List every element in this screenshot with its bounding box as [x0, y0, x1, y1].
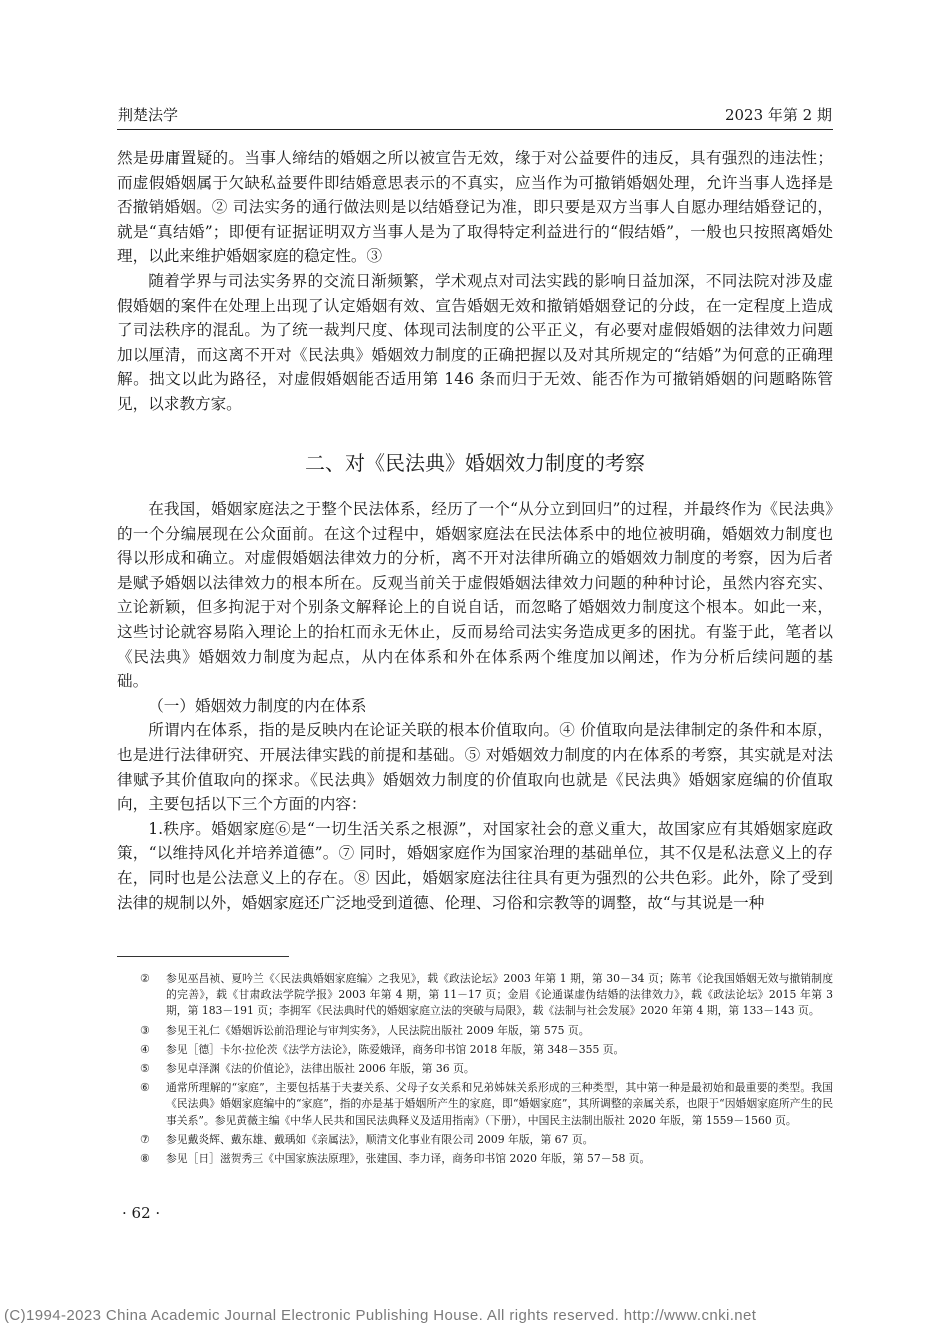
footnote-text: 参见［德］卡尔·拉伦茨《法学方法论》，陈爱娥译，商务印书馆 2018 年版，第 348－355 页。 — [166, 1042, 625, 1056]
journal-name: 荆楚法学 — [118, 106, 179, 124]
footnotes — [140, 971, 833, 1170]
footnote-text: 参见［日］滋贺秀三《中国家族法原理》，张建国、李力译，商务印书馆 2020 年版，第 57－58 页。 — [166, 1152, 651, 1166]
footnote — [140, 1061, 833, 1077]
footnote-text: 参见巫昌祯、夏吟兰《〈民法典婚姻家庭编〉之我见》，载《政法论坛》2003 年第 1 期，第 30－34 页；陈苇《论我国婚姻无效与撤销制度的完善》，载《甘肃政法学院学报》2003 年第 4 期，第 11－17 页；金眉《论通谋虚伪结婚的法律效力》，载《政法论坛》2015 年第 3 期，第 183－191 页；李拥军《民法典时代的婚姻家庭立法的突破与局限》，载《法制与社会发展》2020 年第 4 期，第 133－143 页。 — [166, 972, 833, 1018]
footnote-mark: ④ — [140, 1042, 150, 1056]
paragraph: 在我国，婚姻家庭法之于整个民法体系，经历了一个“从分立到回归”的过程，并最终作为《民法典》的一个分编展现在公众面前。在这个过程中，婚姻家庭法在民法体系中的地位被明确，婚姻效力制度也得以形成和确立。对虚假婚姻法律效力的分析，离不开对法律所确立的婚姻效力制度的考察，因为后者是赋予婚姻以法律效力的根本所在。反观当前关于虚假婚姻法律效力问题的种种讨论，虽然内容充实、立论新颖，但多拘泥于对个别条文解释论上的自说自话，而忽略了婚姻效力制度这个根本。如此一来，这些讨论就容易陷入理论上的抬杠而永无休止，反而易给司法实务造成更多的困扰。有鉴于此，笔者以《民法典》婚姻效力制度为起点，从内在体系和外在体系两个维度加以阐述，作为分析后续问题的基础。 — [117, 500, 833, 691]
footnote-text: 参见卓泽渊《法的价值论》，法律出版社 2006 年版，第 36 页。 — [166, 1062, 475, 1076]
footnote — [140, 1132, 833, 1148]
footnote-mark: ⑤ — [140, 1062, 150, 1076]
footnote — [140, 1151, 833, 1167]
footnote — [140, 1080, 833, 1129]
intro-section — [117, 146, 833, 417]
paragraph: 1.秩序。婚姻家庭⑥是“一切生活关系之根源”，对国家社会的意义重大，故国家应有其婚姻家庭政策，“以维持风化并培养道德”。⑦ 同时，婚姻家庭作为国家治理的基础单位，其不仅是私法意义上的存在，同时也是公法意义上的存在。⑧ 因此，婚姻家庭法往往具有更为强烈的公共色彩。此外，除了受到法律的规制以外，婚姻家庭还广泛地受到道德、伦理、习俗和宗教等的调整，故“与其说是一种 — [117, 819, 833, 912]
section-title: 二、对《民法典》婚姻效力制度的考察 — [305, 451, 645, 475]
page-number: · 62 · — [122, 1204, 161, 1222]
main-section — [117, 497, 833, 915]
footnote-mark: ⑥ — [140, 1081, 150, 1095]
paragraph: 然是毋庸置疑的。当事人缔结的婚姻之所以被宣告无效，缘于对公益要件的违反，具有强烈的违法性；而虚假婚姻属于欠缺私益要件即结婚意思表示的不真实，应当作为可撤销婚姻处理，允许当事人选择是否撤销婚姻。② 司法实务的通行做法则是以结婚登记为准，即只要是双方当事人自愿办理结婚登记的，就是“真结婚”；即便有证据证明双方当事人是为了取得特定利益进行的“假结婚”，一般也只按照离婚处理，以此来维护婚姻家庭的稳定性。③ — [117, 149, 833, 266]
footnote — [140, 1023, 833, 1039]
footnote-text: 通常所理解的“家庭”，主要包括基于夫妻关系、父母子女关系和兄弟姊妹关系形成的三种类型，其中第一种是最初始和最重要的类型。我国《民法典》婚姻家庭编中的“家庭”，指的亦是基于婚姻所产生的家庭，即“婚姻家庭”，其所调整的亲属关系，也限于“因婚姻家庭所产生的民事关系”。参见黄薇主编《中华人民共和国民法典释义及适用指南》（下册），中国民主法制出版社 2020 年版，第 1559－1560 页。 — [166, 1081, 833, 1127]
footnote — [140, 971, 833, 1020]
header-rule — [117, 129, 833, 130]
copyright-footer: (C)1994-2023 China Academic Journal Electronic Publishing House. All rights reserved. http://www.cnki.net — [4, 1307, 757, 1324]
footnote-mark: ② — [140, 972, 150, 985]
footnote-text: 参见戴炎辉、戴东雄、戴瑀如《亲属法》，顺清文化事业有限公司 2009 年版，第 67 页。 — [166, 1132, 594, 1146]
footnote-text: 参见王礼仁《婚姻诉讼前沿理论与审判实务》，人民法院出版社 2009 年版，第 575 页。 — [166, 1023, 590, 1037]
footnote-mark: ⑧ — [140, 1152, 150, 1166]
footnote-mark: ③ — [140, 1023, 150, 1037]
paragraph: 所谓内在体系，指的是反映内在论证关联的根本价值取向。④ 价值取向是法律制定的条件和本原，也是进行法律研究、开展法律实践的前提和基础。⑤ 对婚姻效力制度的内在体系的考察，其实就是对法律赋予其价值取向的探求。《民法典》婚姻效力制度的价值取向也就是《民法典》婚姻家庭编的价值取向，主要包括以下三个方面的内容： — [117, 721, 833, 814]
footnote-mark: ⑦ — [140, 1132, 150, 1146]
subsection-heading: （一）婚姻效力制度的内在体系 — [148, 696, 367, 715]
issue-label: 2023 年第 2 期 — [724, 106, 832, 124]
footnote-rule — [117, 956, 289, 957]
paragraph: 随着学界与司法实务界的交流日渐频繁，学术观点对司法实践的影响日益加深，不同法院对涉及虚假婚姻的案件在处理上出现了认定婚姻有效、宣告婚姻无效和撤销婚姻登记的分歧，在一定程度上造成了司法秩序的混乱。为了统一裁判尺度、体现司法制度的公平正义，有必要对虚假婚姻的法律效力问题加以厘清，而这离不开对《民法典》婚姻效力制度的正确把握以及对其所规定的“结婚”为何意的正确理解。拙文以此为路径，对虚假婚姻能否适用第 146 条而归于无效、能否作为可撤销婚姻的问题略陈管见，以求教方家。 — [117, 271, 833, 413]
footnote — [140, 1042, 833, 1058]
